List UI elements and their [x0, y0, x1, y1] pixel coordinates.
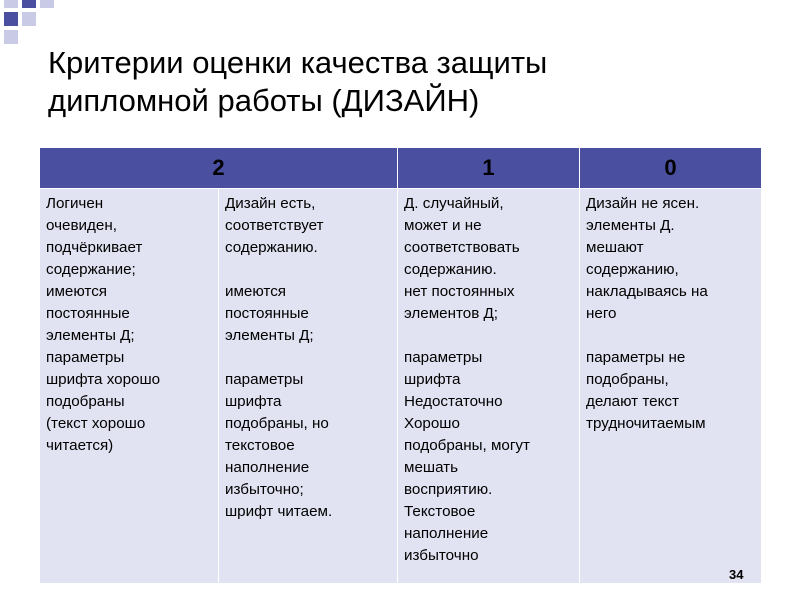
decorative-squares: [0, 0, 70, 50]
header-score-1: 1: [398, 148, 580, 189]
table-cell: Логичен очевиден, подчёркивает содержание; имеются постоянные элементы Д; параметры шрифта хорошо подобраны (текст хорошо читается): [40, 189, 219, 584]
deco-square: [4, 30, 18, 44]
page-number: 34: [729, 567, 744, 582]
slide-title-line2: дипломной работы (ДИЗАЙН): [48, 83, 480, 118]
deco-square: [4, 12, 18, 26]
table-row: [40, 189, 762, 584]
table-header-row: [40, 148, 762, 189]
criteria-table: [39, 147, 762, 583]
header-score-2: 2: [40, 148, 398, 189]
deco-square: [22, 12, 36, 26]
table-cell: Дизайн не ясен. элементы Д. мешают содержанию, накладываясь на него параметры не подобраны, делают текст трудночитаемым: [580, 189, 762, 584]
table-cell: Д. случайный, может и не соответствовать содержанию. нет постоянных элементов Д; параметры шрифта Недостаточно Хорошо подобраны, могут мешать восприятию. Текстовое наполнение избыточно: [398, 189, 580, 584]
deco-square: [22, 0, 36, 8]
slide-title: [48, 44, 748, 120]
deco-square: [40, 0, 54, 8]
header-score-0: 0: [580, 148, 762, 189]
slide-title-line1: Критерии оценки качества защиты: [48, 45, 548, 80]
deco-square: [4, 0, 18, 8]
table-cell: Дизайн есть, соответствует содержанию. имеются постоянные элементы Д; параметры шрифта подобраны, но текстовое наполнение избыточно; шрифт читаем.: [219, 189, 398, 584]
